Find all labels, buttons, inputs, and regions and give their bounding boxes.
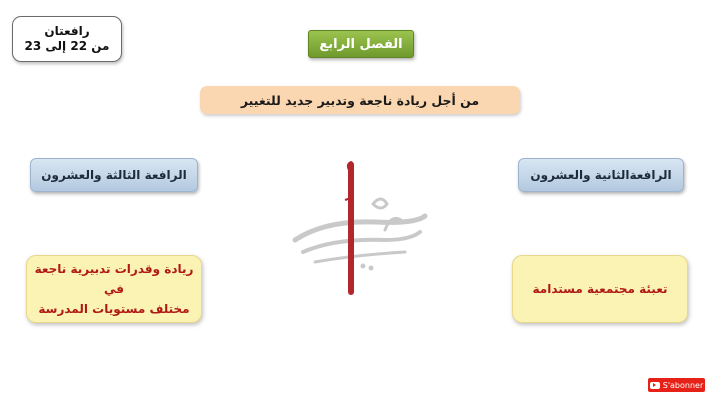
youtube-play-icon — [650, 382, 660, 389]
lever-22-description — [512, 255, 688, 323]
chapter-title-button[interactable]: الفصل الرابع — [308, 30, 414, 58]
lever-22-title[interactable]: الرافعةالثانية والعشرون — [518, 158, 684, 192]
subscribe-label: S'abonner — [662, 380, 704, 390]
watermark-logo — [285, 160, 435, 300]
lever-23-title[interactable]: الرافعة الثالثة والعشرون — [30, 158, 198, 192]
levers-count-line1: رافعتان — [44, 24, 90, 38]
lever-23-desc-line2: مختلف مستويات المدرسة — [38, 302, 190, 316]
levers-count-line2: من 22 إلى 23 — [24, 39, 110, 53]
lever-23-desc-line1: ريادة وقدرات تدبيرية ناجعة في — [34, 262, 194, 296]
lever-22-desc-text: تعبئة مجتمعية مستدامة — [532, 282, 668, 296]
subscribe-button[interactable] — [648, 378, 705, 392]
lever-23-description — [26, 255, 202, 323]
levers-count-box — [12, 16, 122, 62]
chapter-subtitle: من أجل ريادة ناجعة وتدبير جديد للتغيير — [200, 86, 520, 114]
